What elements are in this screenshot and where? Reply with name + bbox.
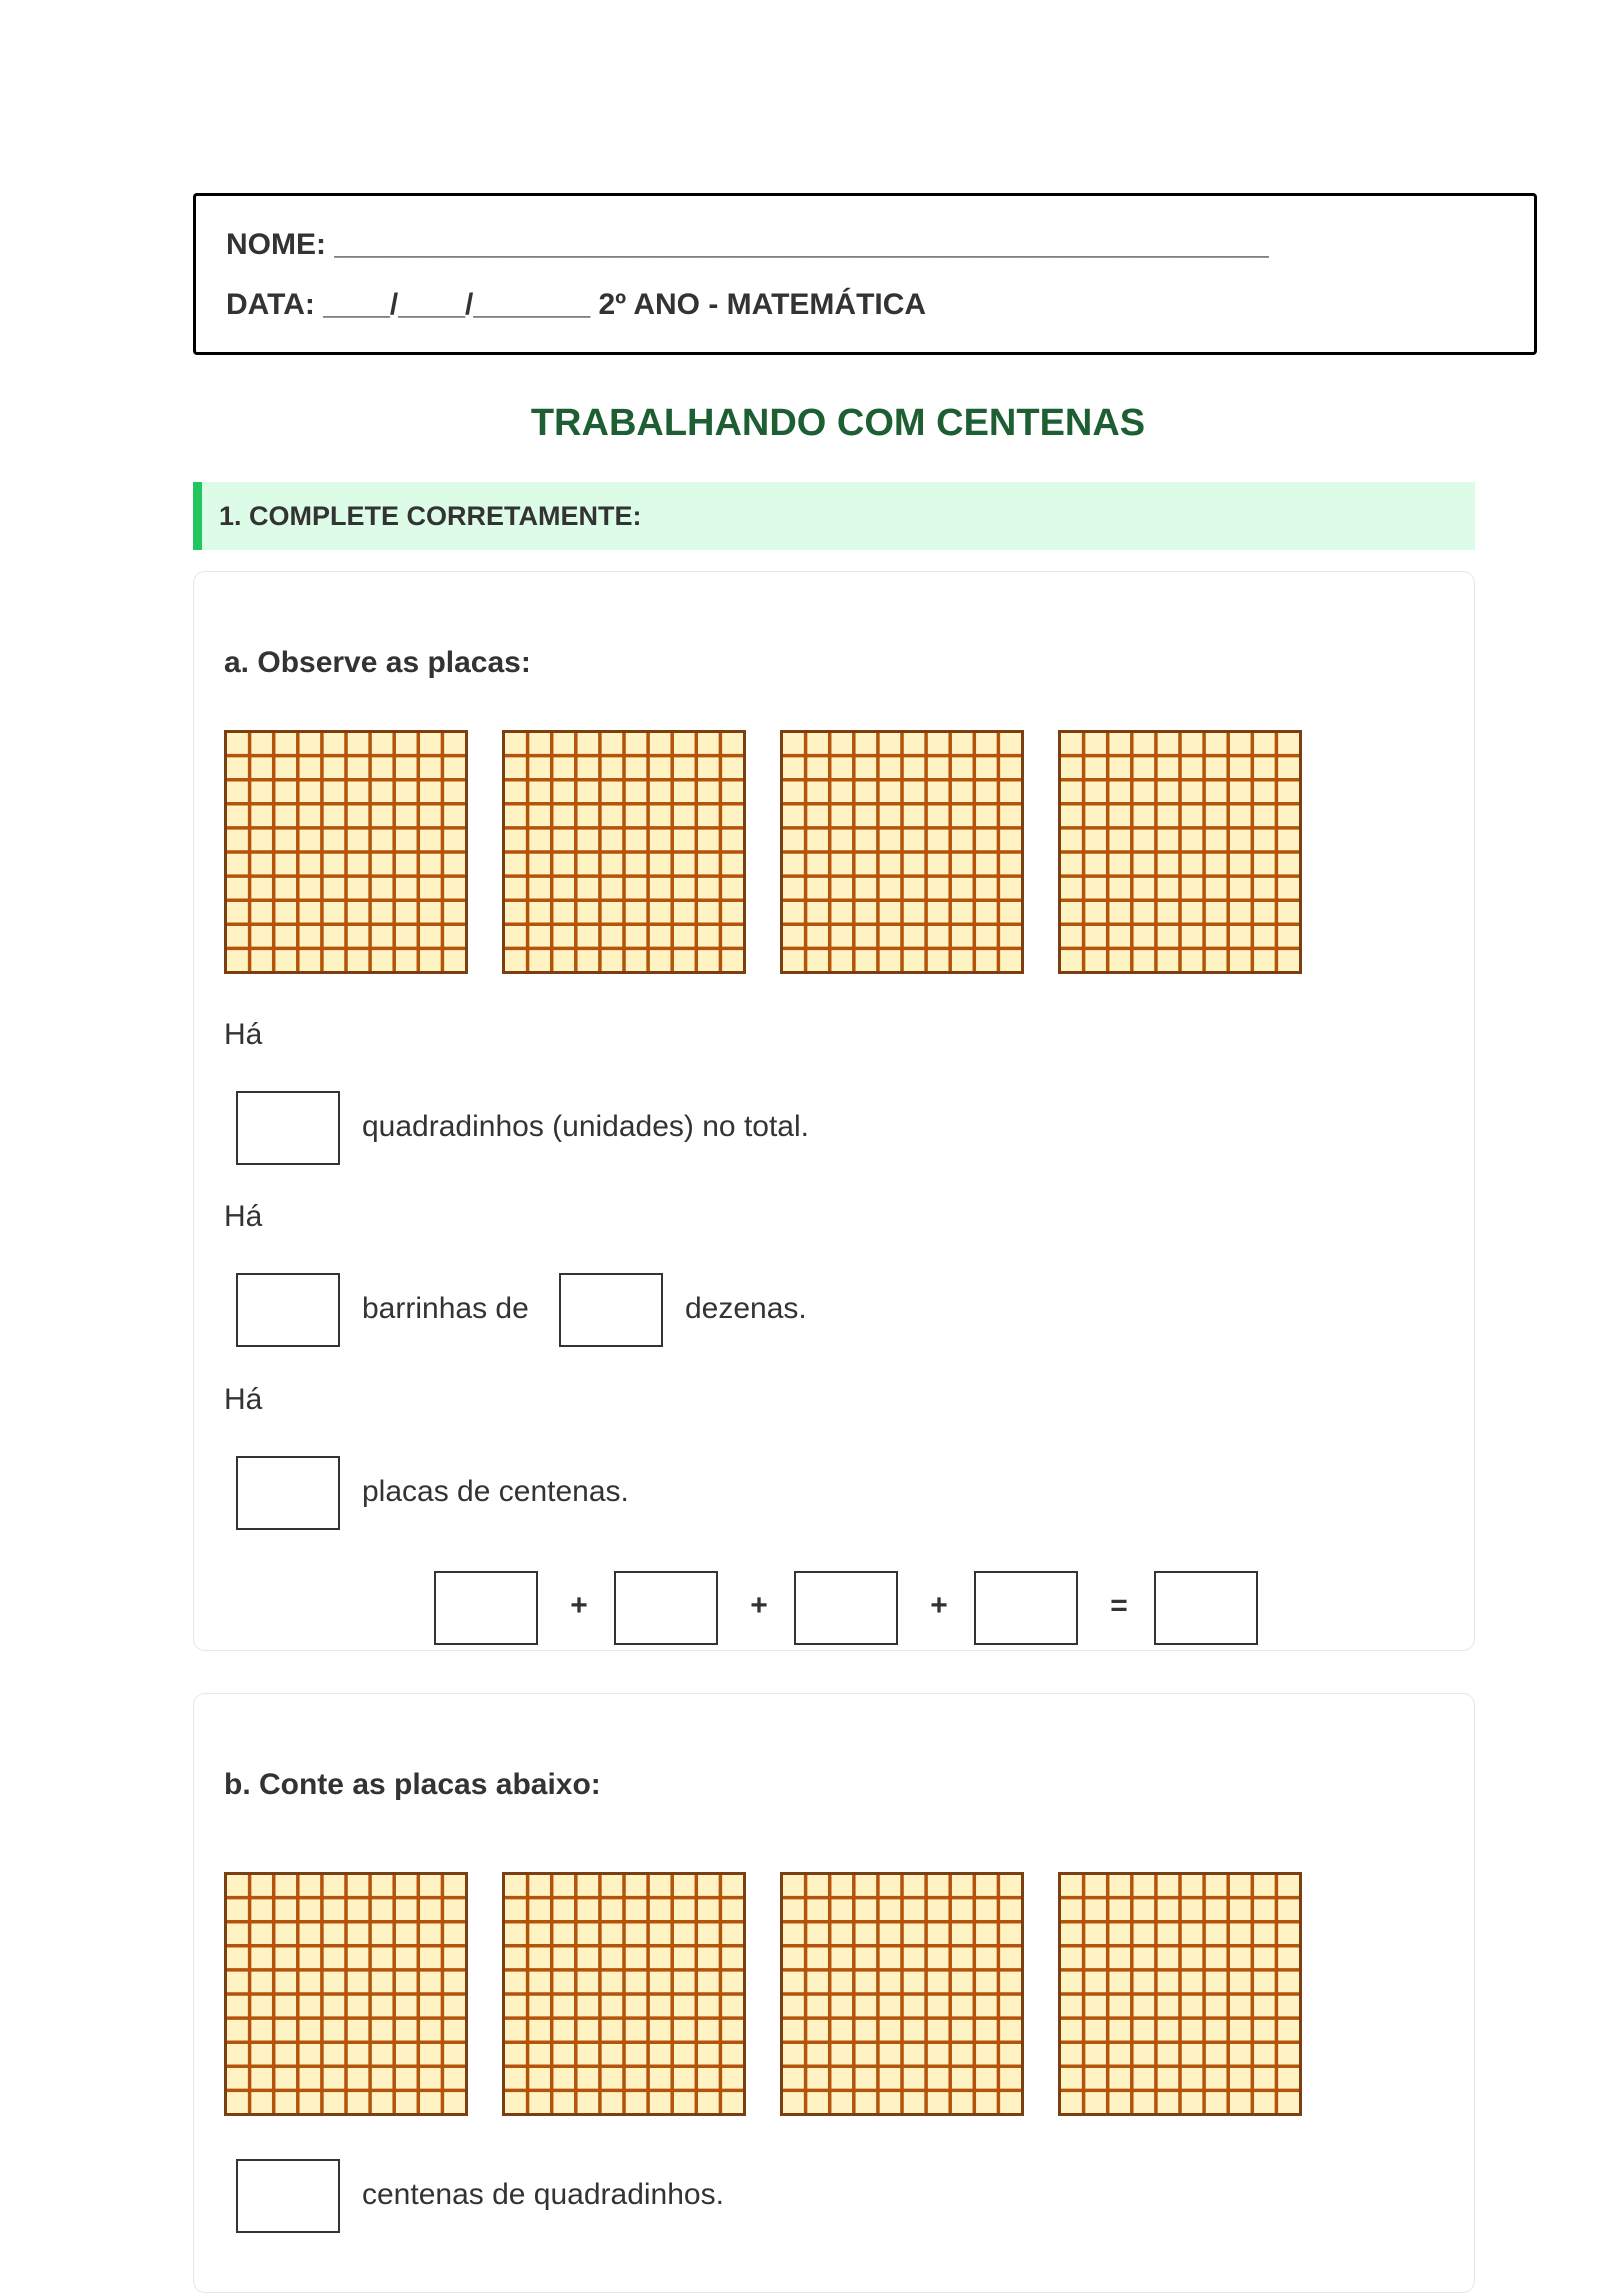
units-text: quadradinhos (unidades) no total.	[362, 1110, 809, 1143]
answer-box-units[interactable]	[236, 1091, 340, 1165]
date-line[interactable]: DATA: ____/____/_______ 2º ANO - MATEMÁTICA	[226, 288, 927, 321]
plus-sign: +	[750, 1589, 768, 1622]
equals-sign: =	[1110, 1589, 1128, 1622]
equation-box[interactable]	[614, 1571, 718, 1645]
tens-text: dezenas.	[685, 1292, 807, 1325]
ha-label: Há	[224, 1018, 263, 1051]
bars-text: barrinhas de	[362, 1292, 529, 1325]
question-a-title: a. Observe as placas:	[224, 646, 531, 679]
hundred-plate	[1058, 1872, 1302, 2116]
hundred-plate	[502, 730, 746, 974]
answer-box-hundreds-count[interactable]	[236, 2159, 340, 2233]
equation-result-box[interactable]	[1154, 1571, 1258, 1645]
student-info-box	[193, 193, 1537, 355]
plus-sign: +	[570, 1589, 588, 1622]
section-label: 1. COMPLETE CORRETAMENTE:	[219, 501, 642, 531]
section-header	[193, 482, 1475, 550]
worksheet-title: TRABALHANDO COM CENTENAS	[530, 402, 1146, 444]
answer-box-hundreds[interactable]	[236, 1456, 340, 1530]
hundred-plate	[224, 1872, 468, 2116]
equation-box[interactable]	[434, 1571, 538, 1645]
answer-box-bars[interactable]	[236, 1273, 340, 1347]
hundreds-text: placas de centenas.	[362, 1475, 629, 1508]
plus-sign: +	[930, 1589, 948, 1622]
answer-box-tens[interactable]	[559, 1273, 663, 1347]
ha-label: Há	[224, 1383, 263, 1416]
equation-box[interactable]	[974, 1571, 1078, 1645]
ha-label: Há	[224, 1200, 263, 1233]
hundred-plate	[224, 730, 468, 974]
question-b-title: b. Conte as placas abaixo:	[224, 1768, 601, 1801]
hundreds-count-text: centenas de quadradinhos.	[362, 2178, 724, 2211]
hundred-plate	[502, 1872, 746, 2116]
question-a-card	[193, 571, 1475, 1651]
hundred-plate	[780, 1872, 1024, 2116]
question-b-card	[193, 1693, 1475, 2293]
name-line[interactable]: NOME: ________________________________________________________	[226, 228, 1269, 261]
hundred-plate	[780, 730, 1024, 974]
equation-box[interactable]	[794, 1571, 898, 1645]
hundred-plate	[1058, 730, 1302, 974]
